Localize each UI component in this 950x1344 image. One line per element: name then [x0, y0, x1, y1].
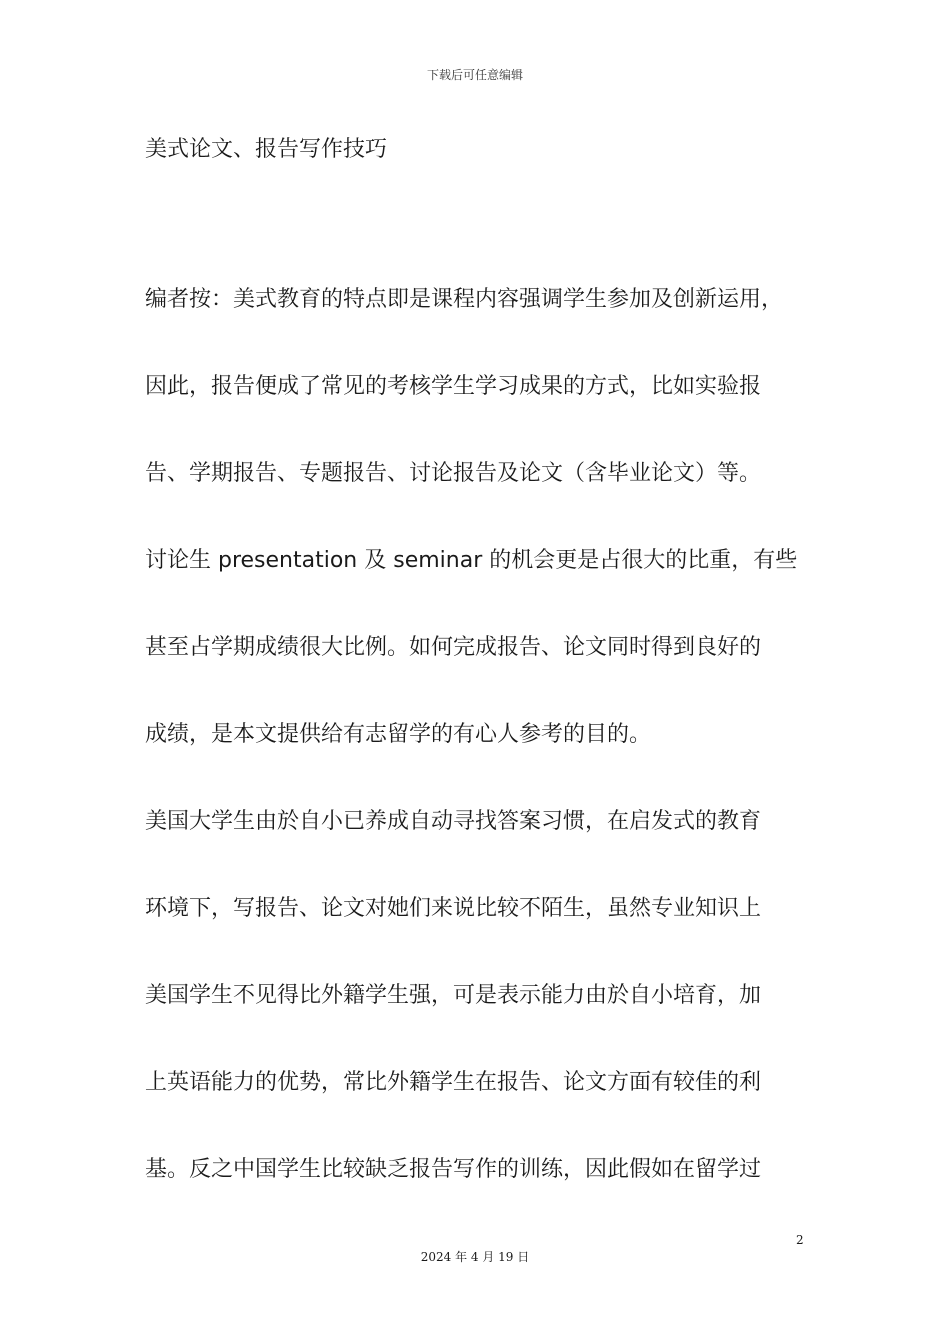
footer-date: 2024 年 4 月 19 日: [420, 1250, 530, 1264]
body-line: 基。反之中国学生比较缺乏报告写作的训练，因此假如在留学过: [145, 1157, 762, 1182]
document-body: [145, 280, 825, 1237]
body-line: 因此，报告便成了常见的考核学生学习成果的方式，比如实验报: [145, 374, 762, 399]
body-line: 环境下，写报告、论文对她们来说比较不陌生，虽然专业知识上: [145, 896, 762, 921]
body-line: 美国大学生由於自小已养成自动寻找答案习惯，在启发式的教育: [145, 809, 762, 834]
header-note: 下载后可任意编辑: [426, 68, 523, 82]
page-number: 2: [796, 1233, 804, 1247]
body-line: 甚至占学期成绩很大比例。如何完成报告、论文同时得到良好的: [145, 635, 762, 660]
body-line: 上英语能力的优势，常比外籍学生在报告、论文方面有较佳的利: [145, 1070, 762, 1095]
body-line: 编者按：美式教育的特点即是课程内容强调学生参加及创新运用，: [145, 287, 784, 312]
body-line: 成绩，是本文提供给有志留学的有心人参考的目的。: [145, 722, 652, 747]
document-title: 美式论文、报告写作技巧: [145, 137, 388, 162]
body-line: 告、学期报告、专题报告、讨论报告及论文（含毕业论文）等。: [145, 461, 762, 486]
body-line: 讨论生 presentation 及 seminar 的机会更是占很大的比重，有些: [145, 548, 798, 573]
body-line: 美国学生不见得比外籍学生强，可是表示能力由於自小培育，加: [145, 983, 762, 1008]
